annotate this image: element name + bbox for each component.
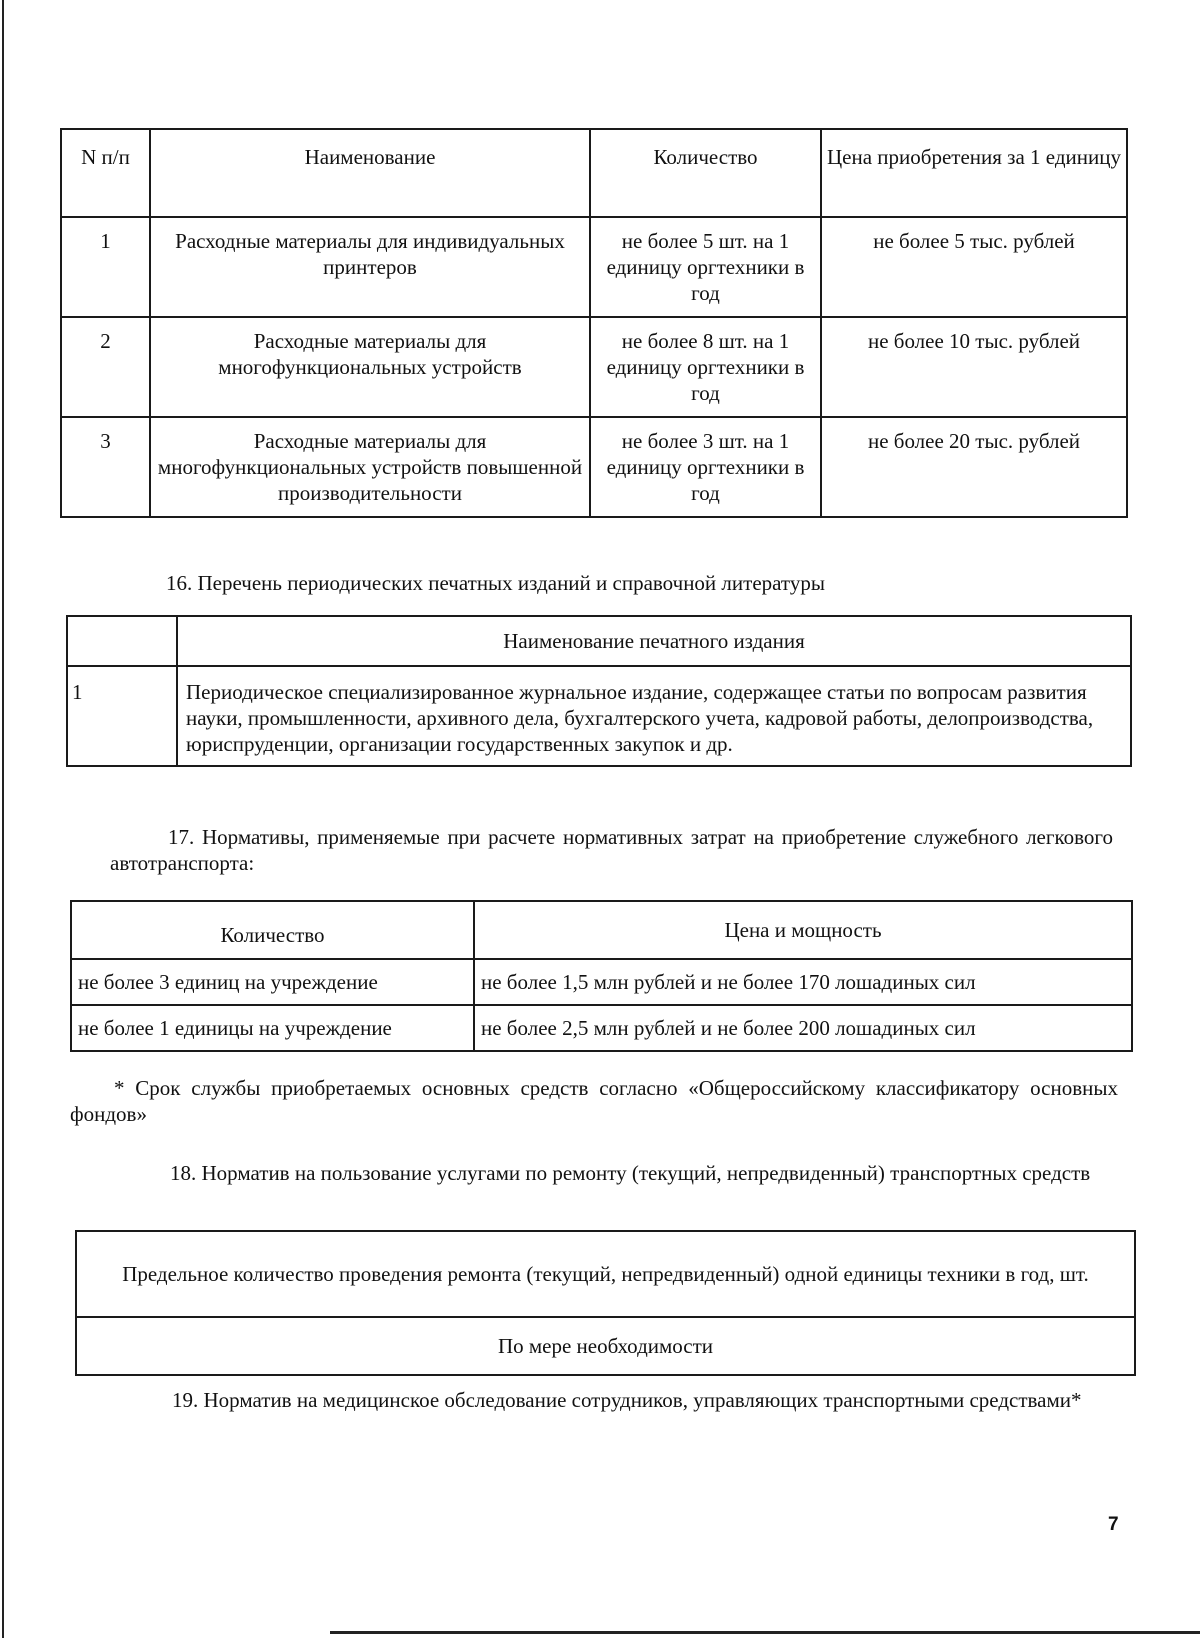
table-header-row xyxy=(67,616,1131,666)
table-header-row xyxy=(71,901,1132,959)
column-header-name: Наименование xyxy=(150,129,590,217)
row-publication: Периодическое специализированное журнальное издание, содержащее статьи по вопросам развития науки, промышленности, архивного дела, бухгалтерского учета, кадровой работы, делопроизводства, юриспруденции, организации государственных закупок и др. xyxy=(177,666,1131,766)
row-number: 2 xyxy=(61,317,150,417)
table-header-row xyxy=(61,129,1127,217)
periodicals-table xyxy=(66,615,1132,767)
row-quantity: не более 1 единицы на учреждение xyxy=(71,1005,474,1051)
footnote: * Срок службы приобретаемых основных средств согласно «Общероссийскому классификатору основных фондов» xyxy=(70,1076,1118,1126)
page-number: 7 xyxy=(1108,1514,1119,1535)
section-18-text: 18. Норматив на пользование услугами по ремонту (текущий, непредвиденный) транспортных средств xyxy=(170,1161,1091,1185)
repair-table xyxy=(75,1230,1136,1376)
table-row xyxy=(61,417,1127,517)
repair-limit-value: По мере необходимости xyxy=(76,1317,1135,1375)
row-name: Расходные материалы для многофункциональных устройств xyxy=(150,317,590,417)
row-name: Расходные материалы для многофункциональных устройств повышенной производительности xyxy=(150,417,590,517)
table-row xyxy=(61,317,1127,417)
row-quantity: не более 8 шт. на 1 единицу оргтехники в год xyxy=(590,317,821,417)
column-header-number xyxy=(67,616,177,666)
table-row xyxy=(71,1005,1132,1051)
row-price-power: не более 1,5 млн рублей и не более 170 лошадиных сил xyxy=(474,959,1132,1005)
row-quantity: не более 5 шт. на 1 единицу оргтехники в год xyxy=(590,217,821,317)
row-number: 1 xyxy=(61,217,150,317)
column-header-number: N п/п xyxy=(61,129,150,217)
consumables-table xyxy=(60,128,1128,518)
row-price: не более 10 тыс. рублей xyxy=(821,317,1127,417)
row-price: не более 20 тыс. рублей xyxy=(821,417,1127,517)
row-quantity: не более 3 единиц на учреждение xyxy=(71,959,474,1005)
table-row xyxy=(76,1317,1135,1375)
scan-edge-left xyxy=(2,0,4,1638)
repair-limit-header: Предельное количество проведения ремонта (текущий, непредвиденный) одной единицы техники в год, шт. xyxy=(76,1231,1135,1317)
table-row xyxy=(61,217,1127,317)
section-16-heading: 16. Перечень периодических печатных изданий и справочной литературы xyxy=(166,571,825,595)
row-quantity: не более 3 шт. на 1 единицу оргтехники в год xyxy=(590,417,821,517)
column-header-publication: Наименование печатного издания xyxy=(177,616,1131,666)
scan-edge-bottom xyxy=(330,1631,1200,1634)
column-header-quantity: Количество xyxy=(590,129,821,217)
row-number: 3 xyxy=(61,417,150,517)
row-name: Расходные материалы для индивидуальных принтеров xyxy=(150,217,590,317)
section-19-text: 19. Норматив на медицинское обследование сотрудников, управляющих транспортными средствами* xyxy=(172,1388,1082,1412)
table-header-row xyxy=(76,1231,1135,1317)
row-price-power: не более 2,5 млн рублей и не более 200 лошадиных сил xyxy=(474,1005,1132,1051)
row-number: 1 xyxy=(67,666,177,766)
table-row xyxy=(67,666,1131,766)
column-header-price-power: Цена и мощность xyxy=(474,901,1132,959)
vehicles-table xyxy=(70,900,1133,1052)
table-row xyxy=(71,959,1132,1005)
column-header-quantity: Количество xyxy=(71,901,474,959)
row-price: не более 5 тыс. рублей xyxy=(821,217,1127,317)
section-17-text: 17. Нормативы, применяемые при расчете нормативных затрат на приобретение служебного легкового автотранспорта: xyxy=(110,825,1113,875)
column-header-price: Цена приобретения за 1 единицу xyxy=(821,129,1127,217)
